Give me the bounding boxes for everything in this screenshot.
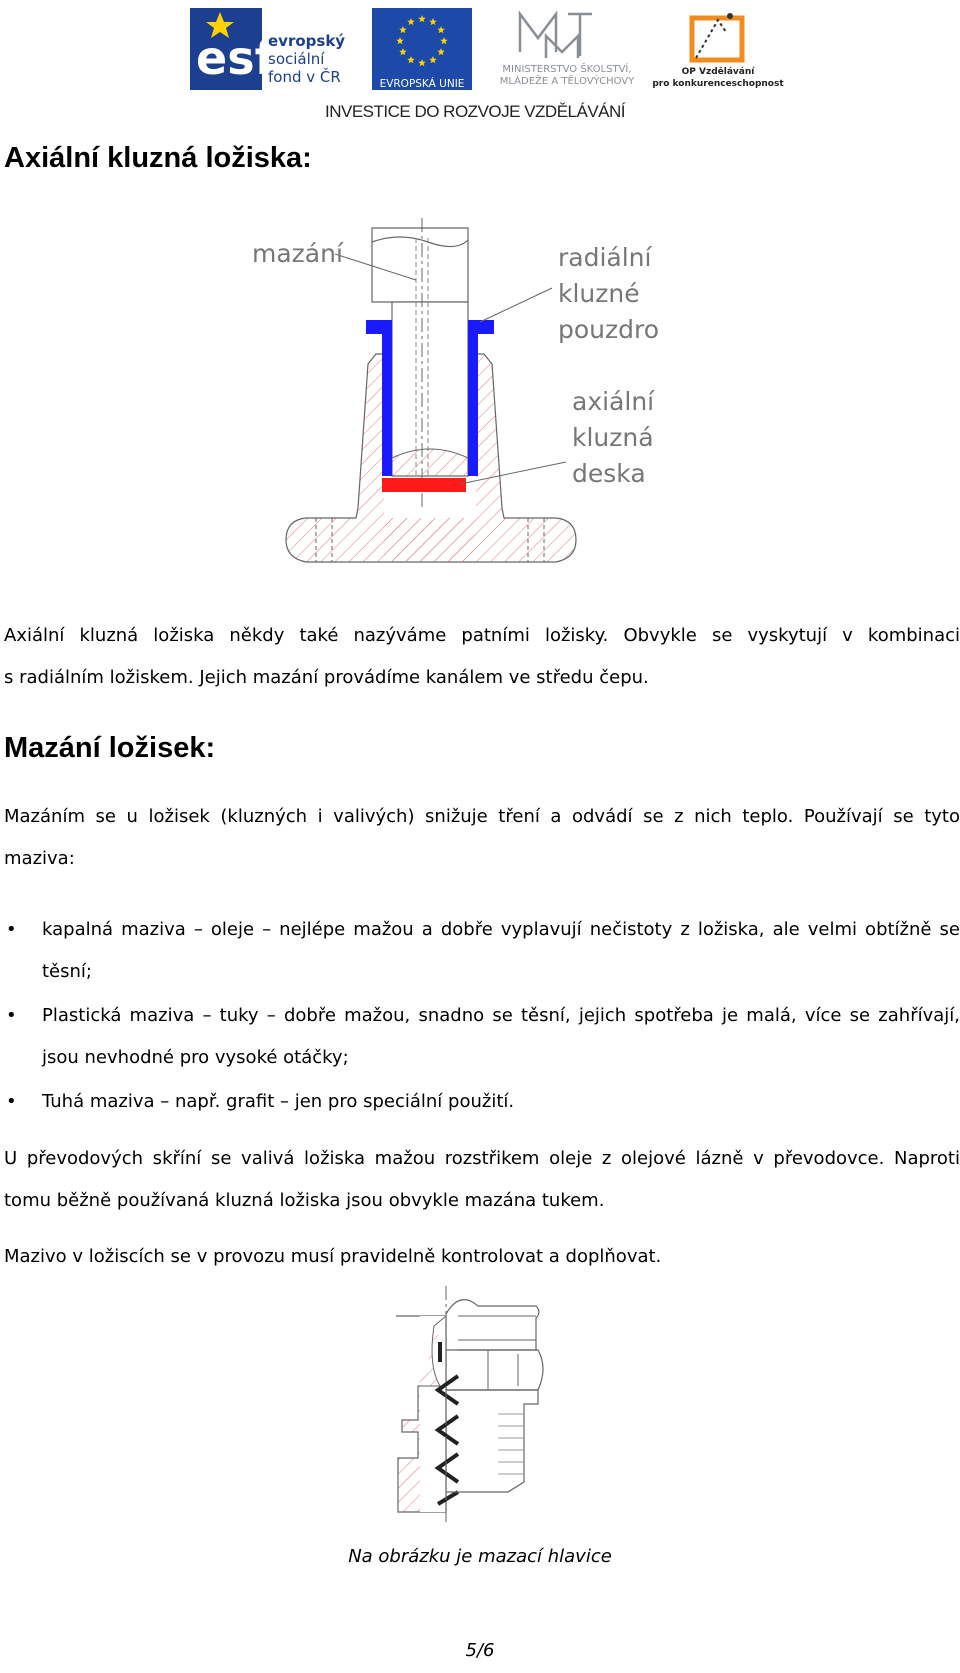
list-item-line1: kapalná maziva – oleje – nejlépe mažou a dobře vyplavují nečistoty z ložiska, ale velmi obtížně se xyxy=(42,919,960,940)
figure-caption: Na obrázku je mazací hlavice xyxy=(348,1546,612,1567)
svg-text:evropský: evropský xyxy=(268,32,346,50)
op-vzdelavani-logo xyxy=(652,8,784,90)
project-tagline: INVESTICE DO ROZVOJE VZDĚLÁVÁNÍ xyxy=(325,102,626,121)
svg-text:MLÁDEŽE A TĚLOVÝCHOVY: MLÁDEŽE A TĚLOVÝCHOVY xyxy=(499,76,635,87)
grease-nipple-drawing xyxy=(388,1286,588,1526)
axial-bearing-drawing xyxy=(240,218,710,588)
list-item-line1: Plastická maziva – tuky – dobře mažou, snadno se těsní, jejich spotřeba je malá, více se zahřívají, xyxy=(42,1005,960,1026)
svg-text:fond v ČR: fond v ČR xyxy=(268,68,341,86)
lubrication-intro-line2: maziva: xyxy=(4,848,75,869)
svg-text:mazání: mazání xyxy=(252,239,343,268)
svg-text:axiální: axiální xyxy=(572,387,655,416)
svg-text:kluzná: kluzná xyxy=(572,423,654,452)
svg-text:pro konkurenceschopnost: pro konkurenceschopnost xyxy=(652,79,784,89)
section-title-lubrication: Mazání ložisek: xyxy=(4,732,216,764)
page-number: 5/6 xyxy=(465,1640,495,1661)
lubrication-intro-line1: Mazáním se u ložisek (kluzných i valivých) snižuje tření a odvádí se z nich teplo. Používají se tyto xyxy=(4,806,960,827)
list-item xyxy=(4,1081,960,1123)
maintenance-note: Mazivo v ložiscích se v provozu musí pravidelně kontrolovat a doplňovat. xyxy=(4,1246,662,1267)
bullet-icon: • xyxy=(6,1005,17,1026)
gearbox-line1: U převodových skříní se valivá ložiska mažou rozstřikem oleje z olejové lázně v převodovce. Naproti xyxy=(4,1148,960,1169)
svg-text:sociální: sociální xyxy=(268,50,325,68)
svg-text:deska: deska xyxy=(572,459,646,488)
msmt-logo xyxy=(480,8,655,90)
bullet-icon: • xyxy=(6,919,17,940)
eu-flag-logo xyxy=(372,8,472,90)
list-item xyxy=(4,909,960,993)
svg-text:MINISTERSTVO ŠKOLSTVÍ,: MINISTERSTVO ŠKOLSTVÍ, xyxy=(502,64,632,75)
gearbox-line2: tomu běžně používaná kluzná ložiska jsou obvykle mazána tukem. xyxy=(4,1190,605,1211)
svg-text:esf: esf xyxy=(196,31,275,85)
axial-description-line2: s radiálním ložiskem. Jejich mazání provádíme kanálem ve středu čepu. xyxy=(4,667,649,688)
svg-text:EVROPSKÁ UNIE: EVROPSKÁ UNIE xyxy=(379,78,465,90)
svg-text:OP Vzdělávání: OP Vzdělávání xyxy=(681,67,755,77)
esf-logo xyxy=(190,8,365,90)
list-item-line2: těsní; xyxy=(42,961,92,982)
svg-text:kluzné: kluzné xyxy=(558,279,640,308)
section-title-axial-bearings: Axiální kluzná ložiska: xyxy=(4,142,312,174)
svg-text:radiální: radiální xyxy=(558,243,652,272)
lubricant-list xyxy=(4,909,960,1125)
axial-description-line1: Axiální kluzná ložiska někdy také nazýváme patními ložisky. Obvykle se vyskytují v kombinaci xyxy=(4,625,960,646)
bullet-icon: • xyxy=(6,1091,17,1112)
list-item-line2: jsou nevhodné pro vysoké otáčky; xyxy=(42,1047,349,1068)
svg-text:pouzdro: pouzdro xyxy=(558,315,660,344)
list-item-line1: Tuhá maziva – např. grafit – jen pro speciální použití. xyxy=(42,1091,515,1112)
list-item xyxy=(4,995,960,1079)
